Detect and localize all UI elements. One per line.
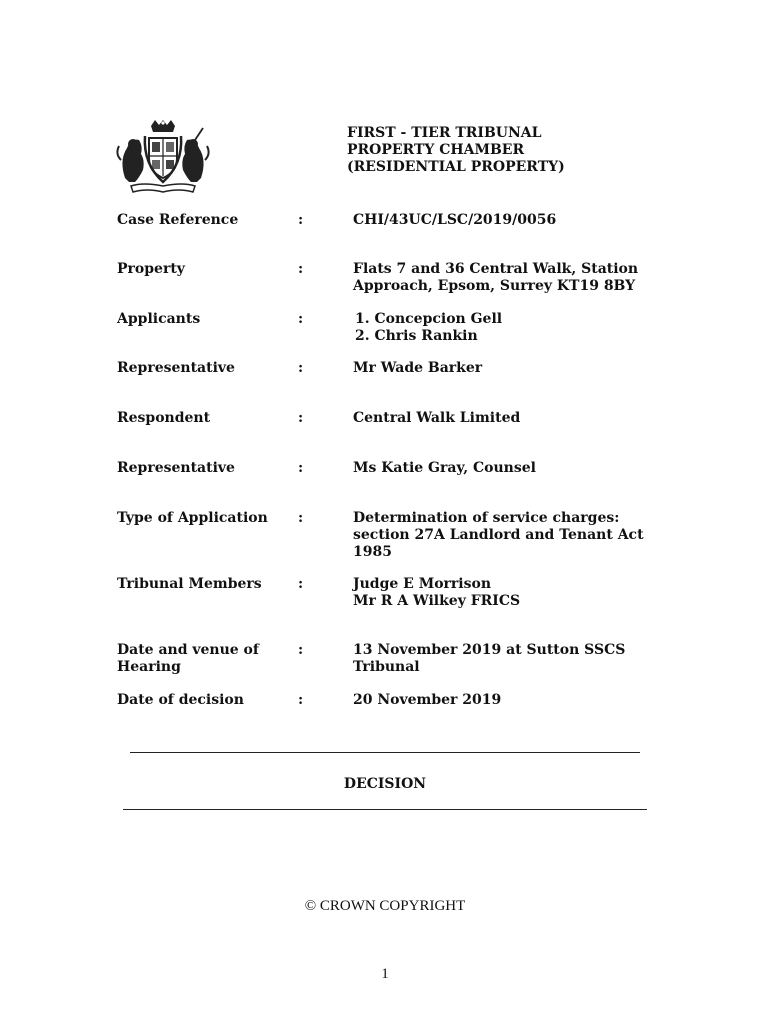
property-value-line-2: Approach, Epsom, Surrey KT19 8BY [353,278,636,294]
date-of-decision-value: 20 November 2019 [353,692,502,708]
header-line-1: FIRST - TIER TRIBUNAL [347,125,542,141]
top-divider [130,752,640,753]
date-venue-hearing-label-line-2: Hearing [117,659,181,675]
date-venue-hearing-value-line-2: Tribunal [353,659,420,675]
respondent-representative-colon: : [298,460,304,476]
applicants-colon: : [298,311,304,327]
applicant-item: 1. Concepcion Gell [355,311,503,327]
header-line-2: PROPERTY CHAMBER [347,142,525,158]
type-of-application-label: Type of Application [117,510,268,526]
respondent-colon: : [298,410,304,426]
type-of-application-line-3: 1985 [353,544,392,560]
tribunal-header [347,125,667,176]
applicant-representative-colon: : [298,360,304,376]
header-line-3: (RESIDENTIAL PROPERTY) [347,159,565,175]
case-reference-value: CHI/43UC/LSC/2019/0056 [353,212,557,228]
decision-heading: DECISION [343,776,427,792]
type-of-application-colon: : [298,510,304,526]
tribunal-members-label: Tribunal Members [117,576,262,592]
property-value [353,261,663,295]
property-label: Property [117,261,185,277]
date-venue-hearing-label [117,642,287,676]
applicant-representative-value: Mr Wade Barker [353,360,483,376]
date-of-decision-colon: : [298,692,304,708]
date-venue-hearing-value-line-1: 13 November 2019 at Sutton SSCS [353,642,626,658]
respondent-value: Central Walk Limited [353,410,521,426]
type-of-application-value [353,510,663,561]
date-of-decision-label: Date of decision [117,692,244,708]
date-venue-hearing-colon: : [298,642,304,658]
applicant-representative-label: Representative [117,360,235,376]
applicants-label: Applicants [117,311,201,327]
case-reference-label: Case Reference [117,212,239,228]
respondent-representative-label: Representative [117,460,235,476]
type-of-application-line-1: Determination of service charges: [353,510,620,526]
case-reference-colon: : [298,212,304,228]
property-colon: : [298,261,304,277]
type-of-application-line-2: section 27A Landlord and Tenant Act [353,527,644,543]
page-number: 1 [381,966,389,982]
respondent-representative-value: Ms Katie Gray, Counsel [353,460,536,476]
tribunal-members-colon: : [298,576,304,592]
date-venue-hearing-value [353,642,663,676]
bottom-divider [123,809,647,810]
applicants-list [355,311,665,345]
applicants-value [355,311,665,345]
applicant-item: 2. Chris Rankin [355,328,478,344]
respondent-label: Respondent [117,410,211,426]
tribunal-member-item: Mr R A Wilkey FRICS [353,593,521,609]
crown-copyright: © CROWN COPYRIGHT [304,898,466,914]
tribunal-member-item: Judge E Morrison [353,576,492,592]
tribunal-members-value [353,576,663,610]
date-venue-hearing-label-line-1: Date and venue of [117,642,259,658]
property-value-line-1: Flats 7 and 36 Central Walk, Station [353,261,639,277]
royal-coat-of-arms-logo [113,120,213,195]
